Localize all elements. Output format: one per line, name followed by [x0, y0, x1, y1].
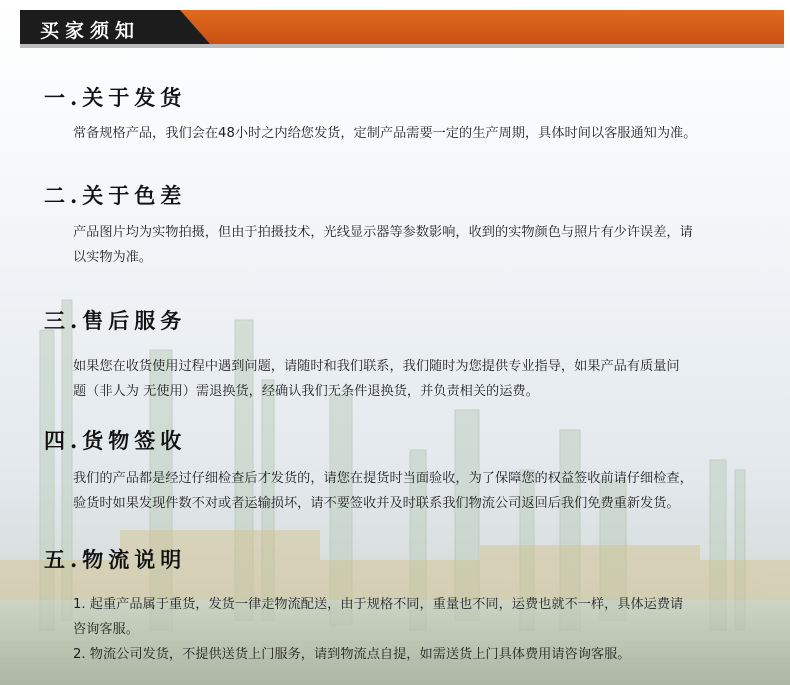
header-title: 买家须知: [40, 20, 141, 42]
section-line: 如果您在收货使用过程中遇到问题，请随时和我们联系，我们随时为您提供专业指导，如果产品有质量问: [73, 359, 680, 374]
section-body-logistics: [73, 592, 773, 667]
section-heading-color-difference: 二.关于色差: [44, 183, 187, 208]
section-body-after-sales: [73, 354, 773, 404]
section-line: 咨询客服。: [73, 622, 139, 637]
section-heading-receipt: 四.货物签收: [44, 428, 187, 453]
section-line: 产品图片均为实物拍摄，但由于拍摄技术，光线显示器等参数影响，收到的实物颜色与照片有少许误差，请: [73, 225, 693, 240]
section-body-color-difference: [73, 220, 773, 270]
section-body-shipping: [73, 121, 773, 146]
section-heading-after-sales: 三.售后服务: [44, 308, 187, 333]
section-line: 2. 物流公司发货，不提供送货上门服务，请到物流点自提，如需送货上门具体费用请咨询客服。: [73, 647, 631, 662]
section-line: 题（非人为 无使用）需退换货，经确认我们无条件退换货，并负责相关的运费。: [73, 384, 539, 399]
section-line: 我们的产品都是经过仔细检查后才发货的，请您在提货时当面验收，为了保障您的权益签收前请仔细检查，: [73, 471, 693, 486]
section-line: 以实物为准。: [73, 250, 153, 265]
section-line: 常备规格产品，我们会在48小时之内给您发货，定制产品需要一定的生产周期，具体时间以客服通知为准。: [73, 126, 697, 141]
section-body-receipt: [73, 466, 773, 516]
section-line: 验货时如果发现件数不对或者运输损坏，请不要签收并及时联系我们物流公司返回后我们免费重新发货。: [73, 496, 680, 511]
section-line: 1. 起重产品属于重货，发货一律走物流配送，由于规格不同，重量也不同，运费也就不一样，具体运费请: [73, 597, 684, 612]
section-heading-shipping: 一.关于发货: [44, 85, 187, 110]
section-heading-logistics: 五.物流说明: [44, 547, 187, 572]
